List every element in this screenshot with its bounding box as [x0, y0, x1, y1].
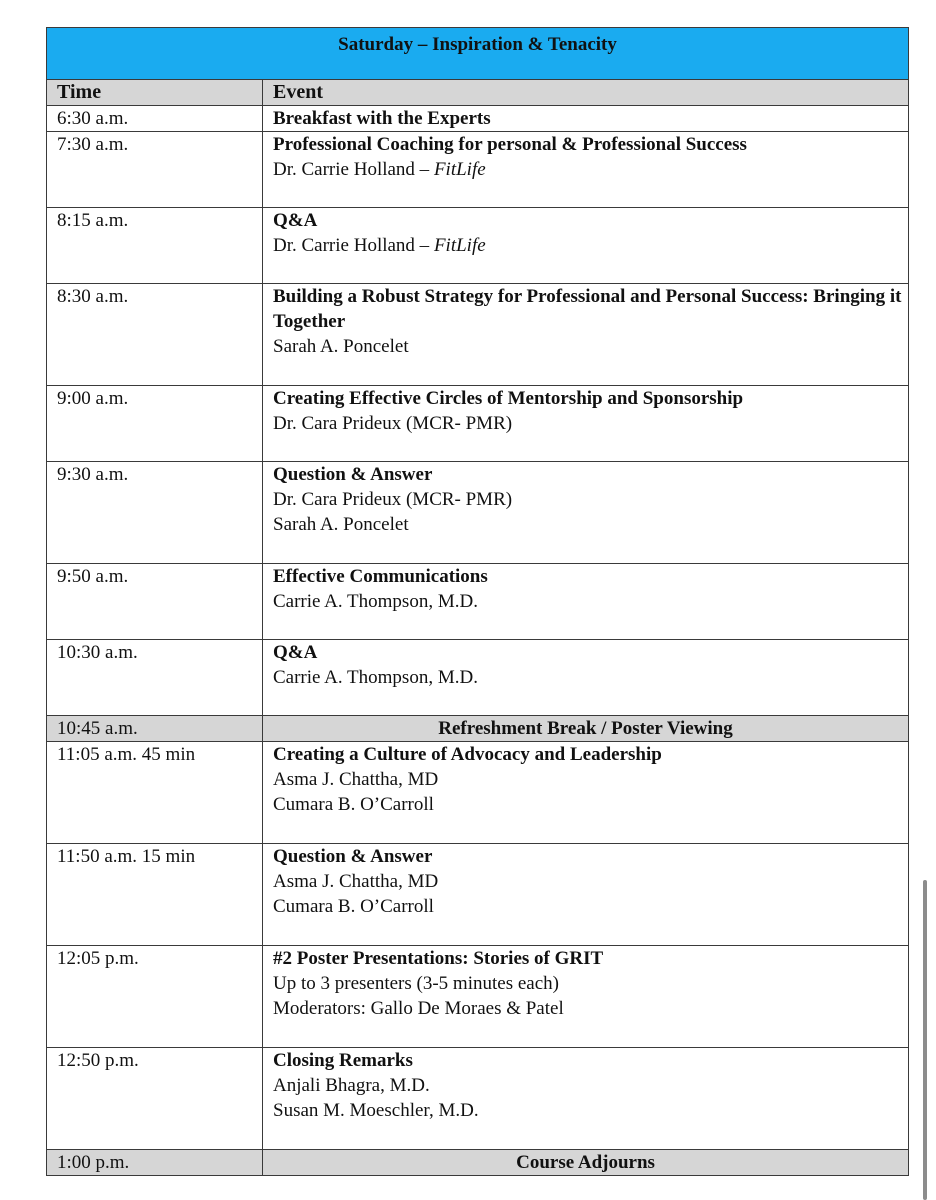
speaker-name: Dr. Carrie Holland – — [273, 235, 434, 256]
speaker-name: Cumara B. O’Carroll — [273, 896, 434, 917]
speaker-line — [273, 665, 908, 690]
event-cell — [263, 564, 909, 640]
speaker-name: Dr. Cara Prideux (MCR- PMR) — [273, 413, 513, 434]
speaker-name: Cumara B. O’Carroll — [273, 794, 434, 815]
speaker-name: Moderators: Gallo De Moraes & Patel — [273, 998, 564, 1019]
schedule-row — [47, 106, 909, 132]
speaker-name: Susan M. Moeschler, M.D. — [273, 1100, 479, 1121]
time-cell: 9:30 a.m. — [47, 462, 263, 564]
event-title: Breakfast with the Experts — [273, 108, 491, 129]
speaker-affiliation: FitLife — [433, 235, 486, 256]
speaker-line — [273, 869, 908, 894]
speaker-name: Dr. Cara Prideux (MCR- PMR) — [273, 489, 513, 510]
speaker-name: Asma J. Chattha, MD — [273, 769, 439, 790]
speaker-line — [273, 971, 908, 996]
time-cell: 6:30 a.m. — [47, 106, 263, 132]
speaker-name: Carrie A. Thompson, M.D. — [273, 591, 478, 612]
schedule-row — [47, 132, 909, 208]
break-label: Course Adjourns — [263, 1150, 909, 1176]
speaker-name: Up to 3 presenters (3-5 minutes each) — [273, 973, 559, 994]
event-title: Effective Communications — [273, 566, 488, 587]
event-title: Q&A — [273, 642, 318, 663]
speaker-name: Sarah A. Poncelet — [273, 336, 409, 357]
speaker-line — [273, 233, 908, 258]
break-label: Refreshment Break / Poster Viewing — [263, 716, 909, 742]
time-cell: 7:30 a.m. — [47, 132, 263, 208]
schedule-row — [47, 462, 909, 564]
time-header: Time — [47, 80, 263, 106]
event-title: Creating Effective Circles of Mentorship and Sponsorship — [273, 388, 744, 409]
event-cell — [263, 132, 909, 208]
schedule-row — [47, 742, 909, 844]
speaker-name: Dr. Carrie Holland – — [273, 159, 434, 180]
speaker-line — [273, 487, 908, 512]
speaker-affiliation: FitLife — [433, 159, 486, 180]
time-cell: 10:30 a.m. — [47, 640, 263, 716]
schedule-row — [47, 1048, 909, 1150]
speaker-line — [273, 411, 908, 436]
speaker-name: Carrie A. Thompson, M.D. — [273, 667, 478, 688]
schedule-row — [47, 284, 909, 386]
speaker-line — [273, 1073, 908, 1098]
event-cell — [263, 1048, 909, 1150]
speaker-line — [273, 767, 908, 792]
time-cell: 11:05 a.m. 45 min — [47, 742, 263, 844]
event-cell — [263, 844, 909, 946]
schedule-row — [47, 208, 909, 284]
speaker-name: Anjali Bhagra, M.D. — [273, 1075, 430, 1096]
speaker-name: Asma J. Chattha, MD — [273, 871, 439, 892]
time-cell: 12:50 p.m. — [47, 1048, 263, 1150]
event-title: Q&A — [273, 210, 318, 231]
speaker-name: Sarah A. Poncelet — [273, 514, 409, 535]
event-title: Professional Coaching for personal & Professional Success — [273, 134, 747, 155]
event-title: Building a Robust Strategy for Professional and Personal Success: Bringing it Together — [273, 286, 902, 332]
event-cell — [263, 640, 909, 716]
break-row — [47, 716, 909, 742]
time-cell: 8:15 a.m. — [47, 208, 263, 284]
scrollbar-thumb[interactable] — [923, 880, 927, 1200]
speaker-line — [273, 894, 908, 919]
event-cell — [263, 742, 909, 844]
schedule-row — [47, 640, 909, 716]
schedule-row — [47, 946, 909, 1048]
break-row — [47, 1150, 909, 1176]
time-cell: 12:05 p.m. — [47, 946, 263, 1048]
speaker-line — [273, 334, 908, 359]
time-cell: 11:50 a.m. 15 min — [47, 844, 263, 946]
schedule-row — [47, 386, 909, 462]
schedule-table — [46, 27, 909, 1176]
event-title: Question & Answer — [273, 464, 433, 485]
event-cell — [263, 106, 909, 132]
time-cell: 8:30 a.m. — [47, 284, 263, 386]
speaker-line — [273, 792, 908, 817]
speaker-line — [273, 157, 908, 182]
event-title: Creating a Culture of Advocacy and Leadership — [273, 744, 662, 765]
speaker-line — [273, 512, 908, 537]
time-cell: 1:00 p.m. — [47, 1150, 263, 1176]
speaker-line — [273, 996, 908, 1021]
speaker-line — [273, 1098, 908, 1123]
event-cell — [263, 284, 909, 386]
event-header: Event — [263, 80, 909, 106]
speaker-line — [273, 589, 908, 614]
schedule-title: Saturday – Inspiration & Tenacity — [47, 28, 909, 80]
event-cell — [263, 208, 909, 284]
event-cell — [263, 386, 909, 462]
schedule-row — [47, 844, 909, 946]
time-cell: 9:50 a.m. — [47, 564, 263, 640]
event-title: Question & Answer — [273, 846, 433, 867]
event-cell — [263, 462, 909, 564]
header-row — [47, 80, 909, 106]
event-title: Closing Remarks — [273, 1050, 413, 1071]
schedule-row — [47, 564, 909, 640]
event-cell — [263, 946, 909, 1048]
title-row — [47, 28, 909, 80]
time-cell: 9:00 a.m. — [47, 386, 263, 462]
event-title: #2 Poster Presentations: Stories of GRIT — [273, 948, 604, 969]
time-cell: 10:45 a.m. — [47, 716, 263, 742]
